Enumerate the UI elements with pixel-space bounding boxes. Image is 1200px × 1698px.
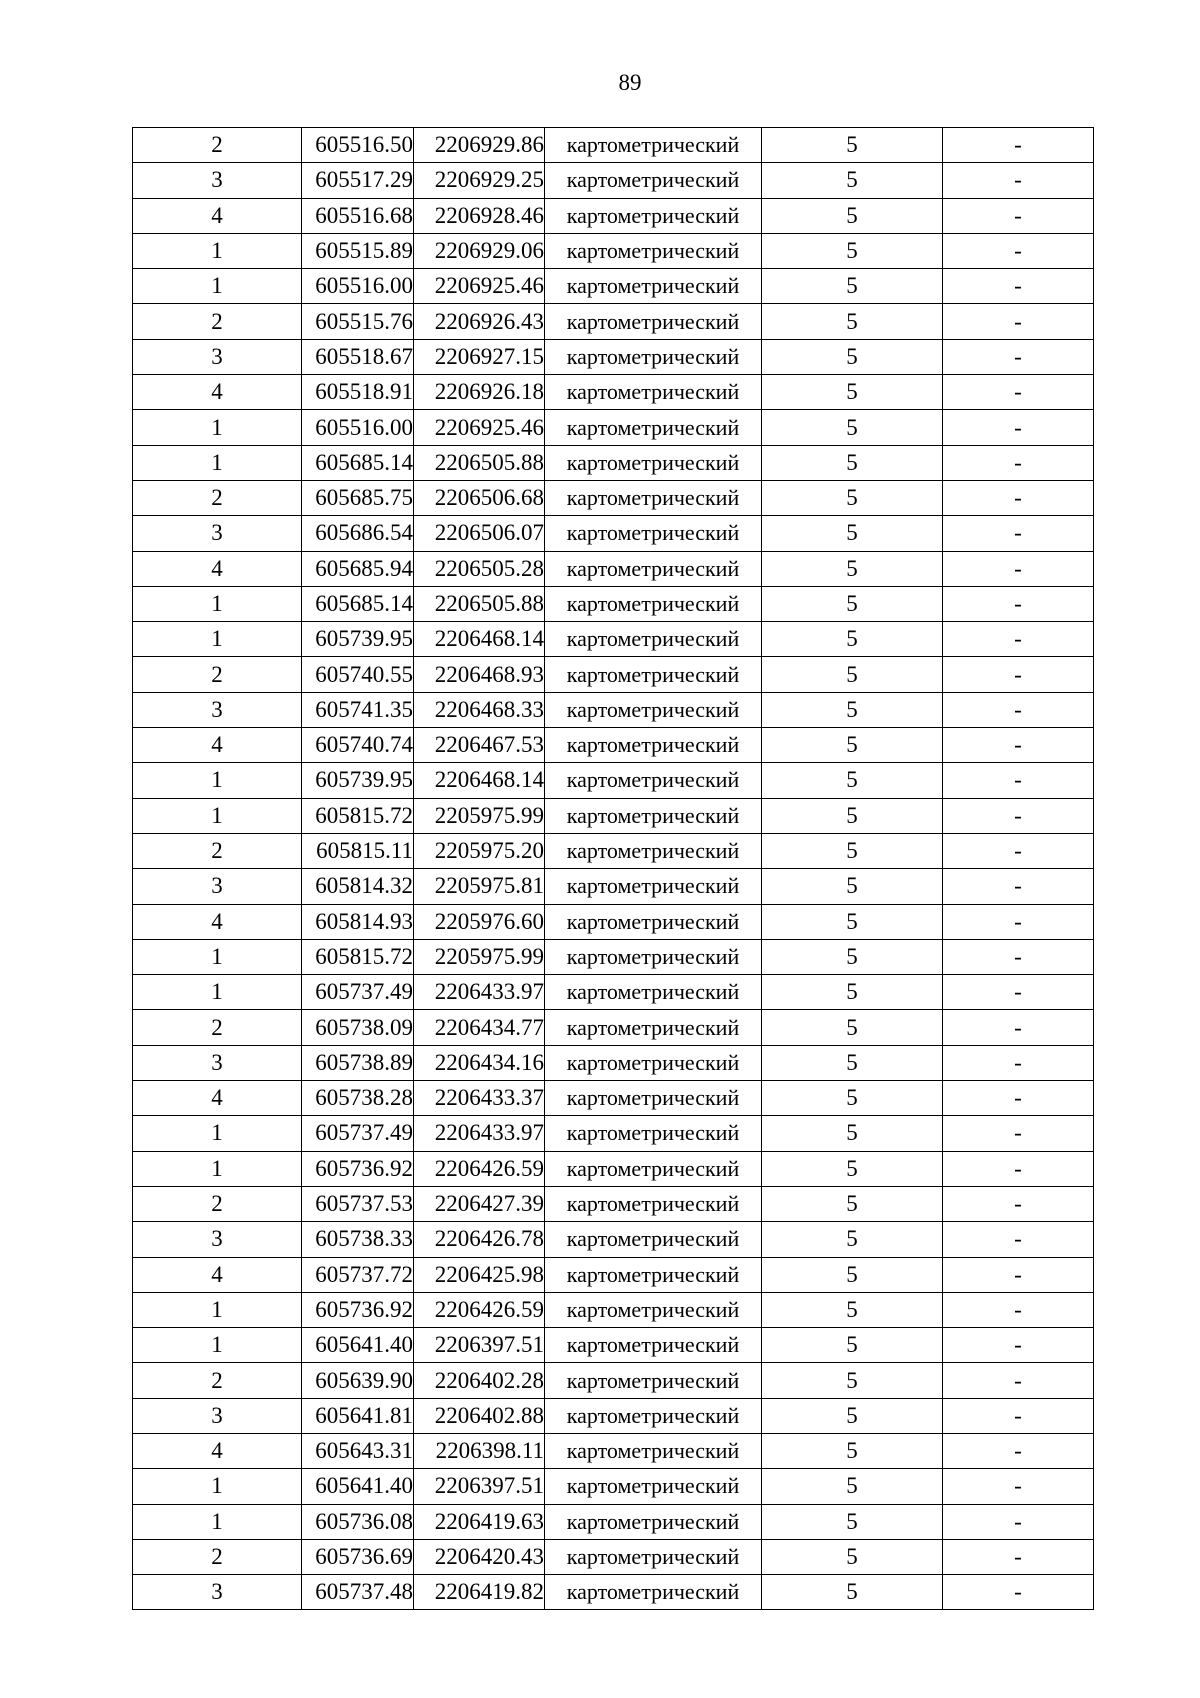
note-cell: - (943, 410, 1094, 445)
point-number-cell: 2 (133, 1539, 302, 1574)
note-cell: - (943, 833, 1094, 868)
x-coordinate-cell: 605685.94 (302, 551, 414, 586)
y-coordinate-cell: 2206397.51 (414, 1469, 545, 1504)
point-number-cell: 2 (133, 1010, 302, 1045)
table-row (133, 304, 1094, 339)
coordinates-table (132, 127, 1094, 1610)
y-coordinate-cell: 2206433.97 (414, 975, 545, 1010)
table-row (133, 1081, 1094, 1116)
method-cell: картометрический (545, 480, 762, 515)
method-cell: картометрический (545, 163, 762, 198)
table-row (133, 375, 1094, 410)
x-coordinate-cell: 605739.95 (302, 622, 414, 657)
point-number-cell: 3 (133, 339, 302, 374)
point-number-cell: 3 (133, 1398, 302, 1433)
precision-cell: 5 (762, 1292, 943, 1327)
x-coordinate-cell: 605641.81 (302, 1398, 414, 1433)
x-coordinate-cell: 605737.48 (302, 1575, 414, 1610)
point-number-cell: 1 (133, 1116, 302, 1151)
note-cell: - (943, 304, 1094, 339)
note-cell: - (943, 269, 1094, 304)
method-cell: картометрический (545, 1398, 762, 1433)
note-cell: - (943, 1151, 1094, 1186)
note-cell: - (943, 1045, 1094, 1080)
precision-cell: 5 (762, 269, 943, 304)
y-coordinate-cell: 2206926.43 (414, 304, 545, 339)
point-number-cell: 3 (133, 516, 302, 551)
point-number-cell: 3 (133, 163, 302, 198)
point-number-cell: 2 (133, 657, 302, 692)
x-coordinate-cell: 605815.72 (302, 939, 414, 974)
table-row (133, 1398, 1094, 1433)
table-row (133, 904, 1094, 939)
x-coordinate-cell: 605736.92 (302, 1151, 414, 1186)
table-row (133, 163, 1094, 198)
table-row (133, 516, 1094, 551)
y-coordinate-cell: 2206925.46 (414, 269, 545, 304)
page-number: 89 (618, 70, 642, 95)
precision-cell: 5 (762, 233, 943, 268)
x-coordinate-cell: 605685.75 (302, 480, 414, 515)
x-coordinate-cell: 605738.89 (302, 1045, 414, 1080)
precision-cell: 5 (762, 445, 943, 480)
method-cell: картометрический (545, 1433, 762, 1468)
y-coordinate-cell: 2206505.28 (414, 551, 545, 586)
precision-cell: 5 (762, 904, 943, 939)
note-cell: - (943, 904, 1094, 939)
x-coordinate-cell: 605737.53 (302, 1186, 414, 1221)
precision-cell: 5 (762, 833, 943, 868)
method-cell: картометрический (545, 551, 762, 586)
y-coordinate-cell: 2206398.11 (414, 1433, 545, 1468)
x-coordinate-cell: 605741.35 (302, 692, 414, 727)
point-number-cell: 1 (133, 410, 302, 445)
precision-cell: 5 (762, 622, 943, 657)
precision-cell: 5 (762, 1504, 943, 1539)
table-row (133, 1363, 1094, 1398)
precision-cell: 5 (762, 375, 943, 410)
precision-cell: 5 (762, 1539, 943, 1574)
y-coordinate-cell: 2206426.78 (414, 1222, 545, 1257)
method-cell: картометрический (545, 1539, 762, 1574)
y-coordinate-cell: 2206426.59 (414, 1151, 545, 1186)
y-coordinate-cell: 2206929.86 (414, 128, 545, 163)
precision-cell: 5 (762, 128, 943, 163)
y-coordinate-cell: 2205975.81 (414, 869, 545, 904)
precision-cell: 5 (762, 1575, 943, 1610)
y-coordinate-cell: 2206468.93 (414, 657, 545, 692)
method-cell: картометрический (545, 728, 762, 763)
x-coordinate-cell: 605516.68 (302, 198, 414, 233)
note-cell: - (943, 657, 1094, 692)
note-cell: - (943, 551, 1094, 586)
precision-cell: 5 (762, 1151, 943, 1186)
y-coordinate-cell: 2206434.77 (414, 1010, 545, 1045)
table-row (133, 975, 1094, 1010)
precision-cell: 5 (762, 1398, 943, 1433)
point-number-cell: 1 (133, 445, 302, 480)
table-row (133, 1116, 1094, 1151)
method-cell: картометрический (545, 622, 762, 657)
table-row (133, 1433, 1094, 1468)
x-coordinate-cell: 605740.55 (302, 657, 414, 692)
note-cell: - (943, 1186, 1094, 1221)
y-coordinate-cell: 2206468.14 (414, 622, 545, 657)
y-coordinate-cell: 2206419.63 (414, 1504, 545, 1539)
precision-cell: 5 (762, 728, 943, 763)
table-row (133, 1575, 1094, 1610)
method-cell: картометрический (545, 516, 762, 551)
precision-cell: 5 (762, 1222, 943, 1257)
table-row (133, 480, 1094, 515)
method-cell: картометрический (545, 975, 762, 1010)
precision-cell: 5 (762, 1045, 943, 1080)
y-coordinate-cell: 2206397.51 (414, 1328, 545, 1363)
point-number-cell: 3 (133, 1575, 302, 1610)
note-cell: - (943, 1328, 1094, 1363)
note-cell: - (943, 1010, 1094, 1045)
note-cell: - (943, 939, 1094, 974)
table-row (133, 1292, 1094, 1327)
x-coordinate-cell: 605737.72 (302, 1257, 414, 1292)
point-number-cell: 2 (133, 480, 302, 515)
note-cell: - (943, 480, 1094, 515)
method-cell: картометрический (545, 1045, 762, 1080)
x-coordinate-cell: 605740.74 (302, 728, 414, 763)
x-coordinate-cell: 605518.67 (302, 339, 414, 374)
precision-cell: 5 (762, 939, 943, 974)
y-coordinate-cell: 2206505.88 (414, 445, 545, 480)
method-cell: картометрический (545, 1504, 762, 1539)
point-number-cell: 1 (133, 269, 302, 304)
point-number-cell: 3 (133, 869, 302, 904)
point-number-cell: 1 (133, 1504, 302, 1539)
y-coordinate-cell: 2206433.97 (414, 1116, 545, 1151)
point-number-cell: 2 (133, 1186, 302, 1221)
method-cell: картометрический (545, 1292, 762, 1327)
table-row (133, 1328, 1094, 1363)
x-coordinate-cell: 605516.50 (302, 128, 414, 163)
point-number-cell: 4 (133, 1257, 302, 1292)
method-cell: картометрический (545, 1151, 762, 1186)
y-coordinate-cell: 2206434.16 (414, 1045, 545, 1080)
precision-cell: 5 (762, 480, 943, 515)
point-number-cell: 1 (133, 1151, 302, 1186)
precision-cell: 5 (762, 304, 943, 339)
note-cell: - (943, 1292, 1094, 1327)
precision-cell: 5 (762, 692, 943, 727)
point-number-cell: 4 (133, 1433, 302, 1468)
precision-cell: 5 (762, 1257, 943, 1292)
x-coordinate-cell: 605639.90 (302, 1363, 414, 1398)
point-number-cell: 4 (133, 728, 302, 763)
precision-cell: 5 (762, 339, 943, 374)
method-cell: картометрический (545, 904, 762, 939)
y-coordinate-cell: 2205976.60 (414, 904, 545, 939)
table-row (133, 728, 1094, 763)
note-cell: - (943, 798, 1094, 833)
note-cell: - (943, 198, 1094, 233)
method-cell: картометрический (545, 657, 762, 692)
note-cell: - (943, 1116, 1094, 1151)
precision-cell: 5 (762, 198, 943, 233)
note-cell: - (943, 516, 1094, 551)
y-coordinate-cell: 2206467.53 (414, 728, 545, 763)
table-row (133, 410, 1094, 445)
note-cell: - (943, 1257, 1094, 1292)
x-coordinate-cell: 605517.29 (302, 163, 414, 198)
note-cell: - (943, 763, 1094, 798)
y-coordinate-cell: 2206468.14 (414, 763, 545, 798)
note-cell: - (943, 869, 1094, 904)
x-coordinate-cell: 605516.00 (302, 269, 414, 304)
y-coordinate-cell: 2206506.07 (414, 516, 545, 551)
x-coordinate-cell: 605737.49 (302, 1116, 414, 1151)
y-coordinate-cell: 2206926.18 (414, 375, 545, 410)
table-row (133, 128, 1094, 163)
method-cell: картометрический (545, 445, 762, 480)
precision-cell: 5 (762, 798, 943, 833)
table-row (133, 1222, 1094, 1257)
method-cell: картометрический (545, 692, 762, 727)
note-cell: - (943, 1469, 1094, 1504)
note-cell: - (943, 1363, 1094, 1398)
precision-cell: 5 (762, 1469, 943, 1504)
y-coordinate-cell: 2206928.46 (414, 198, 545, 233)
point-number-cell: 4 (133, 1081, 302, 1116)
precision-cell: 5 (762, 410, 943, 445)
point-number-cell: 1 (133, 1292, 302, 1327)
y-coordinate-cell: 2206425.98 (414, 1257, 545, 1292)
y-coordinate-cell: 2205975.99 (414, 798, 545, 833)
method-cell: картометрический (545, 939, 762, 974)
x-coordinate-cell: 605736.69 (302, 1539, 414, 1574)
table-row (133, 339, 1094, 374)
precision-cell: 5 (762, 1363, 943, 1398)
note-cell: - (943, 128, 1094, 163)
point-number-cell: 1 (133, 975, 302, 1010)
x-coordinate-cell: 605685.14 (302, 445, 414, 480)
point-number-cell: 3 (133, 1222, 302, 1257)
method-cell: картометрический (545, 1116, 762, 1151)
precision-cell: 5 (762, 551, 943, 586)
note-cell: - (943, 1081, 1094, 1116)
x-coordinate-cell: 605815.72 (302, 798, 414, 833)
method-cell: картометрический (545, 269, 762, 304)
x-coordinate-cell: 605736.92 (302, 1292, 414, 1327)
precision-cell: 5 (762, 1010, 943, 1045)
x-coordinate-cell: 605738.28 (302, 1081, 414, 1116)
point-number-cell: 1 (133, 763, 302, 798)
point-number-cell: 4 (133, 904, 302, 939)
x-coordinate-cell: 605515.76 (302, 304, 414, 339)
table-row (133, 1539, 1094, 1574)
point-number-cell: 2 (133, 128, 302, 163)
table-row (133, 233, 1094, 268)
y-coordinate-cell: 2206929.06 (414, 233, 545, 268)
y-coordinate-cell: 2206426.59 (414, 1292, 545, 1327)
x-coordinate-cell: 605643.31 (302, 1433, 414, 1468)
point-number-cell: 4 (133, 198, 302, 233)
point-number-cell: 1 (133, 939, 302, 974)
method-cell: картометрический (545, 1010, 762, 1045)
table-row (133, 692, 1094, 727)
y-coordinate-cell: 2206420.43 (414, 1539, 545, 1574)
y-coordinate-cell: 2205975.20 (414, 833, 545, 868)
precision-cell: 5 (762, 1328, 943, 1363)
precision-cell: 5 (762, 586, 943, 621)
x-coordinate-cell: 605641.40 (302, 1469, 414, 1504)
method-cell: картометрический (545, 1186, 762, 1221)
x-coordinate-cell: 605814.93 (302, 904, 414, 939)
table-row (133, 198, 1094, 233)
precision-cell: 5 (762, 869, 943, 904)
x-coordinate-cell: 605686.54 (302, 516, 414, 551)
note-cell: - (943, 586, 1094, 621)
x-coordinate-cell: 605736.08 (302, 1504, 414, 1539)
point-number-cell: 1 (133, 1469, 302, 1504)
y-coordinate-cell: 2206506.68 (414, 480, 545, 515)
table-row (133, 1504, 1094, 1539)
x-coordinate-cell: 605515.89 (302, 233, 414, 268)
note-cell: - (943, 1398, 1094, 1433)
method-cell: картометрический (545, 128, 762, 163)
y-coordinate-cell: 2205975.99 (414, 939, 545, 974)
table-row (133, 1045, 1094, 1080)
point-number-cell: 4 (133, 551, 302, 586)
note-cell: - (943, 1539, 1094, 1574)
method-cell: картометрический (545, 1257, 762, 1292)
note-cell: - (943, 1222, 1094, 1257)
table-row (133, 551, 1094, 586)
y-coordinate-cell: 2206929.25 (414, 163, 545, 198)
x-coordinate-cell: 605738.33 (302, 1222, 414, 1257)
method-cell: картометрический (545, 798, 762, 833)
note-cell: - (943, 163, 1094, 198)
note-cell: - (943, 375, 1094, 410)
point-number-cell: 1 (133, 1328, 302, 1363)
table-row (133, 833, 1094, 868)
table-row (133, 1186, 1094, 1221)
table-row (133, 1151, 1094, 1186)
point-number-cell: 3 (133, 1045, 302, 1080)
table-row (133, 657, 1094, 692)
method-cell: картометрический (545, 763, 762, 798)
note-cell: - (943, 975, 1094, 1010)
method-cell: картометрический (545, 833, 762, 868)
x-coordinate-cell: 605516.00 (302, 410, 414, 445)
x-coordinate-cell: 605641.40 (302, 1328, 414, 1363)
table-row (133, 869, 1094, 904)
y-coordinate-cell: 2206925.46 (414, 410, 545, 445)
point-number-cell: 3 (133, 692, 302, 727)
precision-cell: 5 (762, 163, 943, 198)
table-row (133, 939, 1094, 974)
precision-cell: 5 (762, 1433, 943, 1468)
point-number-cell: 2 (133, 833, 302, 868)
method-cell: картометрический (545, 233, 762, 268)
method-cell: картометрический (545, 198, 762, 233)
note-cell: - (943, 1433, 1094, 1468)
point-number-cell: 2 (133, 1363, 302, 1398)
note-cell: - (943, 1575, 1094, 1610)
point-number-cell: 1 (133, 622, 302, 657)
y-coordinate-cell: 2206505.88 (414, 586, 545, 621)
x-coordinate-cell: 605685.14 (302, 586, 414, 621)
precision-cell: 5 (762, 1186, 943, 1221)
method-cell: картометрический (545, 410, 762, 445)
table-row (133, 1010, 1094, 1045)
table-row (133, 445, 1094, 480)
table-row (133, 269, 1094, 304)
point-number-cell: 4 (133, 375, 302, 410)
precision-cell: 5 (762, 975, 943, 1010)
method-cell: картометрический (545, 1222, 762, 1257)
precision-cell: 5 (762, 1116, 943, 1151)
point-number-cell: 2 (133, 304, 302, 339)
note-cell: - (943, 233, 1094, 268)
point-number-cell: 1 (133, 233, 302, 268)
method-cell: картометрический (545, 586, 762, 621)
table-row (133, 1257, 1094, 1292)
point-number-cell: 1 (133, 586, 302, 621)
y-coordinate-cell: 2206927.15 (414, 339, 545, 374)
table-row (133, 798, 1094, 833)
note-cell: - (943, 339, 1094, 374)
x-coordinate-cell: 605737.49 (302, 975, 414, 1010)
table-row (133, 622, 1094, 657)
y-coordinate-cell: 2206468.33 (414, 692, 545, 727)
y-coordinate-cell: 2206427.39 (414, 1186, 545, 1221)
method-cell: картометрический (545, 1328, 762, 1363)
note-cell: - (943, 622, 1094, 657)
precision-cell: 5 (762, 763, 943, 798)
point-number-cell: 1 (133, 798, 302, 833)
x-coordinate-cell: 605518.91 (302, 375, 414, 410)
x-coordinate-cell: 605738.09 (302, 1010, 414, 1045)
x-coordinate-cell: 605814.32 (302, 869, 414, 904)
table-row (133, 586, 1094, 621)
x-coordinate-cell: 605815.11 (302, 833, 414, 868)
x-coordinate-cell: 605739.95 (302, 763, 414, 798)
note-cell: - (943, 1504, 1094, 1539)
precision-cell: 5 (762, 1081, 943, 1116)
table-row (133, 763, 1094, 798)
method-cell: картометрический (545, 1363, 762, 1398)
precision-cell: 5 (762, 657, 943, 692)
method-cell: картометрический (545, 1081, 762, 1116)
note-cell: - (943, 692, 1094, 727)
note-cell: - (943, 728, 1094, 763)
table-row (133, 1469, 1094, 1504)
method-cell: картометрический (545, 304, 762, 339)
y-coordinate-cell: 2206433.37 (414, 1081, 545, 1116)
table-body (133, 128, 1094, 1610)
precision-cell: 5 (762, 516, 943, 551)
note-cell: - (943, 445, 1094, 480)
method-cell: картометрический (545, 375, 762, 410)
y-coordinate-cell: 2206419.82 (414, 1575, 545, 1610)
y-coordinate-cell: 2206402.88 (414, 1398, 545, 1433)
method-cell: картометрический (545, 339, 762, 374)
method-cell: картометрический (545, 1575, 762, 1610)
y-coordinate-cell: 2206402.28 (414, 1363, 545, 1398)
method-cell: картометрический (545, 869, 762, 904)
method-cell: картометрический (545, 1469, 762, 1504)
